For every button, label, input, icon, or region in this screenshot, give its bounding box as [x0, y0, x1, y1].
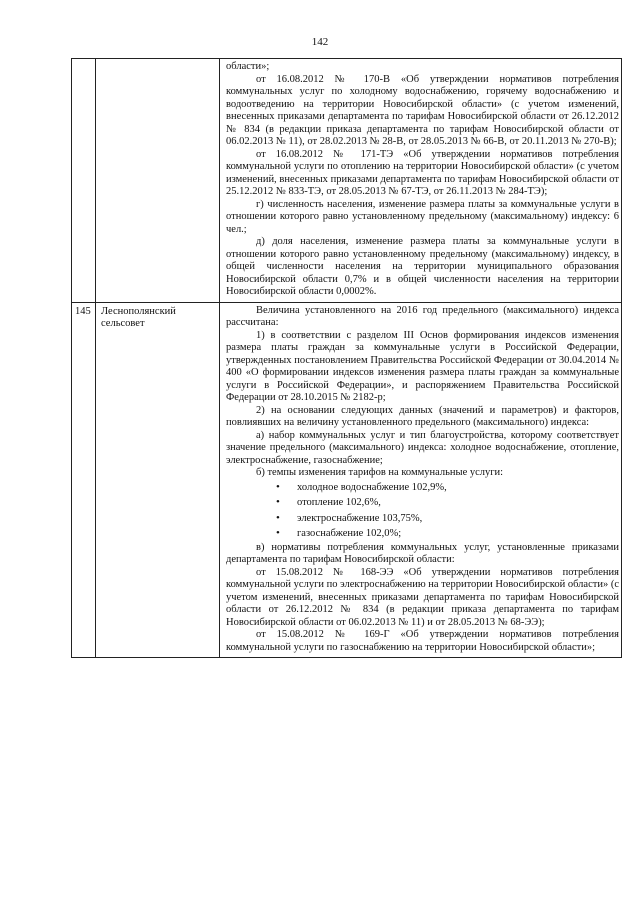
paragraph: 1) в соответствии с разделом III Основ формирования индексов изменения размера платы граждан за коммунальные услуги в Российской Федерации, утвержденных постановлением Правительства Российской Федерации от 30.04.2014 № 400 «О формировании индексов изменения размера платы граждан за коммунальные услуги в Российской Федерации», и распоряжением Правительства Российской Федерации от 28.10.2015 № 2182-р; [226, 329, 619, 403]
paragraph: а) набор коммунальных услуг и тип благоустройства, которому соответствует значение предельного (максимального) индекса: холодное водоснабжение, отопление, электроснабжение, газоснабжение; [226, 429, 619, 466]
paragraph: от 15.08.2012 № 169-Г «Об утверждении нормативов потребления коммунальной услуги по газоснабжению на территории Новосибирской области»; [226, 629, 619, 653]
municipality-name-cell [96, 59, 220, 303]
page-number: 142 [311, 36, 329, 48]
list-item: • электроснабжение 103,75%, [226, 511, 619, 527]
paragraph: области»; [226, 61, 270, 72]
paragraph: от 15.08.2012 № 168-ЭЭ «Об утверждении нормативов потребления коммунальной услуги по электроснабжению на территории Новосибирской области» (с учетом изменений, внесенных приказами департамента по тарифам Новосибирской области от 26.12.2012 № 834 (в редакции приказа департамента по тарифам Новосибирской области от 06.02.2013 № 11) и от 28.05.2013 № 68-ЭЭ); [226, 566, 619, 628]
paragraph: от 16.08.2012 № 170-В «Об утверждении нормативов потребления коммунальных услуг по холодному водоснабжению, горячему водоснабжению и водоотведению на территории Новосибирской области» (с учетом изменений, внесенных приказами департамента по тарифам Новосибирской области от 26.12.2012 № 834 (в редакции приказа департамента по тарифам Новосибирской области от 06.02.2013 № 11), от 28.02.2013 № 28-В, от 28.05.2013 № 66-В, от 20.11.2013 № 270-В); [226, 73, 619, 147]
paragraph: 2) на основании следующих данных (значений и параметров) и факторов, повлиявших на величину установленного предельного (максимального) индекса: [226, 404, 619, 428]
paragraph: б) темпы изменения тарифов на коммунальные услуги: [256, 467, 504, 478]
row-number-cell [72, 59, 96, 303]
list-item: • газоснабжение 102,0%; [226, 526, 619, 542]
paragraph: д) доля населения, изменение размера платы за коммунальные услуги в отношении которого равно установленному предельному (максимальному) индексу, в общей численности населения на территории муниципального образования Новосибирской области 0,7% и в общей численности населения на территории Новосибирской области 0,0002%. [226, 236, 619, 297]
municipality-name-cell: Леснополянский сельсовет [96, 302, 220, 658]
paragraph: Величина установленного на 2016 год предельного (максимального) индекса рассчитана: [226, 304, 619, 328]
paragraph: от 16.08.2012 № 171-ТЭ «Об утверждении нормативов потребления коммунальной услуги по отоплению на территории Новосибирской области» (с учетом изменений, внесенных приказами департамента по тарифам Новосибирской области от 25.12.2012 № 833-ТЭ, от 28.05.2013 № 67-ТЭ, от 26.11.2013 № 284-ТЭ); [226, 148, 619, 197]
list-item: • холодное водоснабжение 102,9%, [226, 480, 619, 496]
paragraph: г) численность населения, изменение размера платы за коммунальные услуги в отношении которого равно установленному предельному (максимальному) индексу: 6 чел.; [226, 198, 619, 235]
table-row [72, 302, 622, 658]
row-number-cell: 145 [72, 302, 96, 658]
paragraph: в) нормативы потребления коммунальных услуг, установленные приказами департамента по тарифам Новосибирской области: [226, 541, 619, 565]
tariff-change-list [226, 480, 619, 542]
table-row [72, 59, 622, 303]
index-description-cell [220, 59, 622, 303]
list-item: • отопление 102,6%, [226, 495, 619, 511]
tariff-table [71, 58, 622, 658]
index-description-cell [220, 302, 622, 658]
